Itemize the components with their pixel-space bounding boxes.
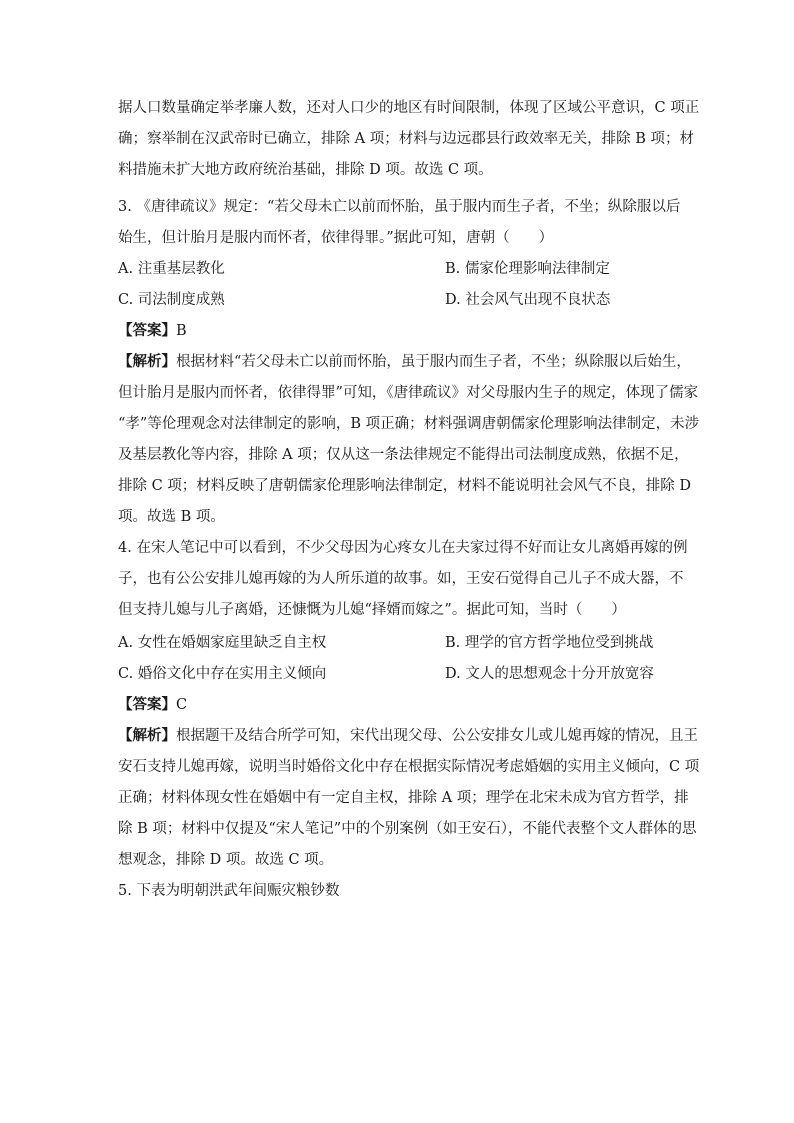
q4-option-b: B. 理学的官方哲学地位受到挑战 [445,635,654,651]
q3-analysis-tag: 【解析】 [118,353,176,370]
prev-analysis-line-2: 确；察举制在汉武帝时已确立，排除 A 项；材料与边远郡县行政效率无关，排除 B 项；材 [118,131,695,147]
q3-analysis-line-4: 及基层教化等内容，排除 A 项；仅从这一条法律规定不能得出司法制度成熟，依据不足， [118,447,689,463]
q4-analysis-line-1 [118,726,698,746]
q4-stem-line-1: 4. 在宋人笔记中可以看到，不少父母因为心疼女儿在夫家过得不好而让女儿离婚再嫁的例 [118,540,688,556]
q3-analysis-line-6: 项。故选 B 项。 [118,509,225,525]
q3-analysis-line-3: “孝”等伦理观念对法律制定的影响，B 项正确；材料强调唐朝儒家伦理影响法律制定，未涉 [118,416,700,432]
q4-analysis-text-1: 根据题干及结合所学可知，宋代出现父母、公公安排女儿或儿媳再嫁的情况，且王 [176,728,698,744]
q4-option-c: C. 婚俗文化中存在实用主义倾向 [118,666,327,682]
q4-analysis-tag: 【解析】 [118,727,176,744]
q4-answer [118,695,187,715]
q4-answer-value: C [176,697,188,713]
q3-stem-line-1: 3. 《唐律疏议》规定：“若父母未亡以前而怀胎，虽于服内而生子者，不坐；纵除服以后 [118,199,681,215]
q4-analysis-line-2: 安石支持儿媳再嫁，说明当时婚俗文化中存在根据实际情况考虑婚姻的实用主义倾向，C 项 [118,759,700,775]
q3-answer [118,321,187,341]
q3-answer-tag: 【答案】 [118,322,176,339]
q4-stem-line-3: 但支持儿媳与儿子离婚，还慷慨为儿媳“择婿而嫁之”。据此可知，当时（ ） [118,602,626,618]
q3-stem-line-2: 始生，但计胎月是服内而怀者，依律得罪。”据此可知，唐朝（ ） [118,230,554,246]
q3-option-a: A. 注重基层教化 [118,261,225,277]
q4-stem-line-2: 子，也有公公安排儿媳再嫁的为人所乐道的故事。如，王安石觉得自己儿子不成大器，不 [118,571,684,587]
q4-analysis-line-5: 想观念，排除 D 项。故选 C 项。 [118,852,334,868]
q3-option-d: D. 社会风气出现不良状态 [445,292,611,308]
q3-analysis-line-2: 但计胎月是服内而怀者，依律得罪”可知，《唐律疏议》对父母服内生子的规定，体现了儒家 [118,385,699,401]
q4-answer-tag: 【答案】 [118,696,176,713]
q3-option-b: B. 儒家伦理影响法律制定 [445,261,610,277]
q4-analysis-line-4: 除 B 项；材料中仅提及“宋人笔记”中的个别案例（如王安石），不能代表整个文人群体的思 [118,821,697,837]
q3-answer-value: B [176,323,187,339]
q4-option-d: D. 文人的思想观念十分开放宽容 [445,666,654,682]
q5-stem: 5. 下表为明朝洪武年间赈灾粮钞数 [118,883,340,899]
prev-analysis-line-3: 料措施未扩大地方政府统治基础，排除 D 项。故选 C 项。 [118,162,493,178]
q3-analysis-text-1: 根据材料“若父母未亡以前而怀胎，虽于服内而生子者，不坐；纵除服以后始生， [176,354,691,370]
q3-analysis-line-1 [118,352,691,372]
q4-option-a: A. 女性在婚姻家庭里缺乏自主权 [118,635,327,651]
q4-analysis-line-3: 正确；材料体现女性在婚姻中有一定自主权，排除 A 项；理学在北宋未成为官方哲学，排 [118,790,689,806]
q3-analysis-line-5: 排除 C 项；材料反映了唐朝儒家伦理影响法律制定，材料不能说明社会风气不良，排除 D [118,478,692,494]
prev-analysis-line-1: 据人口数量确定举孝廉人数，还对人口少的地区有时间限制，体现了区域公平意识，C 项正 [118,100,700,116]
q3-option-c: C. 司法制度成熟 [118,292,225,308]
